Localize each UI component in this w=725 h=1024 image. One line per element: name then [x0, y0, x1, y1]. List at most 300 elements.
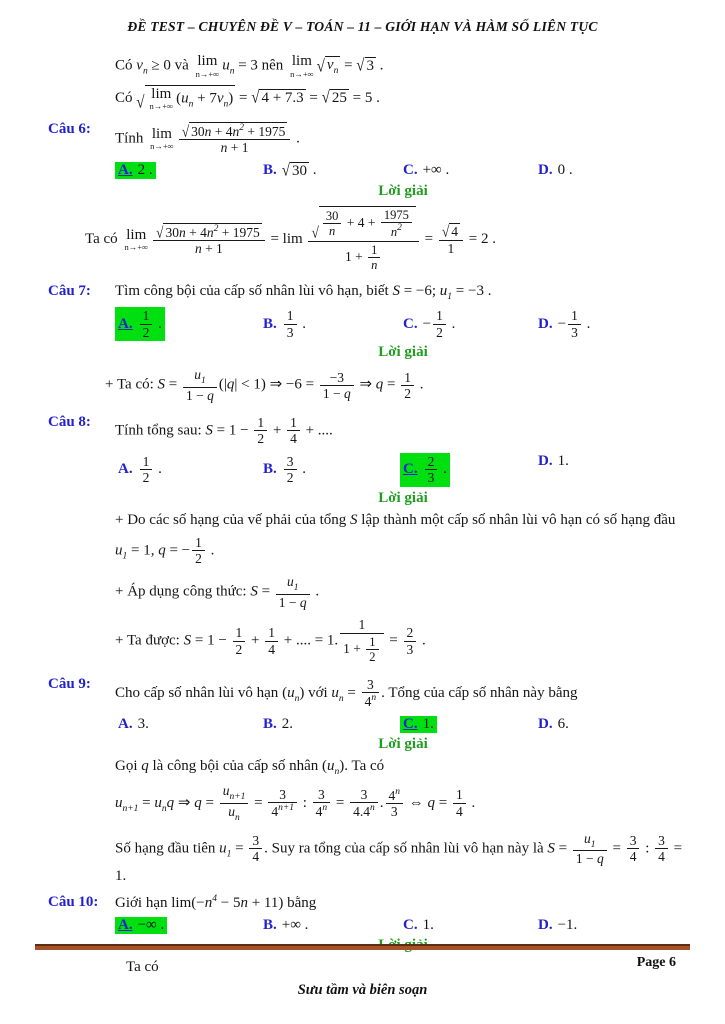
answer-option-correct — [400, 453, 535, 487]
numerator — [573, 831, 607, 852]
math-superscript: 2 — [213, 223, 219, 234]
math-variable: u — [115, 794, 123, 811]
radicand — [325, 56, 340, 76]
math-text: 3 — [286, 453, 294, 469]
math-text: ⇒ — [174, 794, 195, 811]
radicand — [365, 57, 377, 75]
math-text: 2 — [406, 625, 414, 641]
math-text: 30 — [191, 123, 205, 139]
intro-solution-lines — [48, 53, 691, 112]
math-line — [115, 782, 691, 825]
solution-heading: Lời giải — [378, 489, 428, 506]
math-subscript: 1 — [447, 292, 453, 303]
fraction — [313, 787, 331, 820]
math-text: Gọi — [115, 757, 142, 774]
fraction — [350, 787, 378, 820]
math-subscript: n+1 — [122, 803, 139, 814]
radical-sign: √ — [356, 56, 365, 76]
math-text: 4 — [388, 787, 396, 803]
math-variable: S — [250, 583, 258, 600]
math-text: = 3 nên — [234, 57, 288, 74]
math-variable: q — [226, 377, 235, 394]
option-value — [282, 453, 307, 486]
math-text: 2 — [235, 641, 243, 657]
fraction — [323, 209, 342, 239]
question-text — [115, 119, 691, 157]
fraction — [287, 415, 300, 447]
option-letter: D. — [538, 452, 553, 469]
answer-option — [260, 716, 400, 733]
denominator — [433, 325, 446, 341]
math-text: 4 — [629, 849, 637, 865]
denominator — [340, 634, 383, 666]
math-superscript: 2 — [239, 122, 244, 133]
math-text: 25 — [331, 90, 347, 107]
math-variable: S — [392, 283, 400, 300]
denominator — [220, 804, 249, 824]
option-letter: C. — [403, 916, 418, 933]
answer-option — [260, 307, 400, 341]
math-text: 30 — [165, 224, 179, 240]
math-text: 3 — [658, 832, 665, 848]
denominator — [386, 804, 404, 820]
math-text: = — [235, 89, 252, 106]
answer-option-correct — [115, 307, 260, 341]
math-text: = 1. — [115, 840, 683, 884]
numerator — [183, 367, 217, 388]
math-subscript: n — [188, 99, 194, 110]
denominator — [381, 223, 412, 239]
math-text: 30 — [325, 208, 339, 223]
math-text: 1 — [257, 414, 265, 430]
math-text: Số hạng đầu tiên — [115, 840, 220, 857]
math-text: 4 — [364, 694, 372, 710]
math-variable: n — [204, 123, 212, 139]
answer-option-content — [535, 716, 572, 733]
math-text: 4 — [290, 431, 297, 447]
math-text: −∞ . — [137, 916, 165, 933]
square-root — [136, 85, 235, 112]
fraction — [268, 787, 297, 820]
answer-option-content — [260, 162, 320, 180]
answer-option — [115, 453, 260, 487]
math-variable: n — [194, 241, 202, 257]
math-text: = — [383, 377, 400, 394]
numerator — [425, 454, 438, 471]
option-letter: A. — [118, 315, 133, 332]
numerator — [381, 208, 412, 223]
math-text: 2 — [436, 324, 443, 340]
answer-option-correct — [115, 162, 260, 179]
math-text: +∞ . — [422, 161, 450, 178]
math-text: . — [298, 315, 307, 332]
fraction — [265, 625, 278, 657]
option-value — [282, 162, 317, 178]
math-subscript: n — [229, 66, 235, 77]
fraction — [284, 308, 297, 340]
math-text: + 7 — [193, 90, 217, 107]
math-text: = 1 − — [191, 632, 231, 649]
option-letter: C. — [403, 161, 418, 178]
math-variable: u — [327, 757, 335, 774]
option-letter: C. — [403, 461, 418, 478]
option-letter: C. — [403, 315, 418, 332]
option-letter: D. — [538, 916, 553, 933]
math-text: 1 + — [343, 640, 365, 656]
numerator — [284, 308, 297, 325]
denominator — [320, 386, 354, 402]
math-text: 4 — [315, 804, 323, 820]
math-text: = — [257, 583, 274, 600]
answer-option — [535, 917, 685, 934]
numerator — [340, 617, 383, 634]
math-subscript: n — [333, 65, 339, 76]
radical-sign: √ — [281, 161, 290, 180]
denominator — [350, 803, 378, 820]
math-variable: n — [220, 140, 228, 156]
math-variable: u — [584, 830, 591, 846]
math-text: 2 — [142, 324, 150, 340]
math-text: − 5 — [216, 894, 241, 911]
option-letter: B. — [263, 461, 277, 478]
footer-divider — [35, 944, 690, 950]
math-line — [115, 616, 691, 666]
question-block — [48, 119, 691, 275]
numerator — [308, 206, 418, 242]
math-subscript: n+1 — [229, 791, 246, 802]
math-text: ( — [176, 90, 182, 107]
denominator — [573, 851, 607, 867]
math-subscript: 1 — [122, 551, 128, 562]
math-text: 4 — [658, 849, 665, 865]
math-text: 3 — [286, 324, 294, 340]
numerator — [655, 833, 668, 850]
fraction — [366, 635, 378, 665]
numerator — [313, 787, 331, 804]
denominator — [276, 595, 310, 611]
answer-option-content — [535, 453, 572, 470]
math-text: 3 — [406, 641, 414, 657]
option-value — [423, 716, 434, 732]
solution-lines — [48, 205, 691, 275]
answer-option-content — [535, 307, 593, 341]
numerator — [284, 454, 297, 471]
solution-lines — [48, 758, 691, 885]
numerator — [368, 243, 380, 258]
denominator — [366, 650, 378, 664]
option-letter: D. — [538, 315, 553, 332]
math-variable: q — [343, 386, 351, 402]
math-text: = — [138, 794, 155, 811]
radicand — [189, 122, 287, 140]
option-value — [282, 716, 293, 732]
math-text: với — [304, 684, 332, 701]
math-variable: n — [206, 224, 214, 240]
radicand — [449, 223, 460, 240]
math-text: 1 — [404, 369, 412, 385]
numerator — [439, 223, 463, 241]
math-text: 2 — [142, 470, 150, 486]
math-text: 1 — [268, 625, 275, 641]
question-number: Câu 7: — [48, 283, 91, 300]
math-text: 3 — [571, 324, 578, 340]
question-number: Câu 9: — [48, 675, 91, 692]
answer-options-row — [115, 162, 691, 180]
math-text: . — [154, 315, 162, 332]
math-text: = — [201, 794, 218, 811]
denominator — [401, 386, 414, 402]
limit-subscript: n→+∞ — [124, 242, 149, 253]
option-value — [558, 453, 569, 469]
answer-option-content — [400, 453, 450, 487]
math-text: . — [154, 461, 162, 478]
question-text — [115, 412, 691, 448]
math-variable: u — [287, 684, 295, 701]
math-text: 1 − — [278, 594, 300, 610]
math-text: : — [299, 794, 311, 811]
option-value — [282, 308, 307, 340]
math-superscript: 2 — [397, 223, 402, 234]
math-variable: v — [216, 90, 224, 107]
math-text: = lim — [266, 231, 307, 248]
radicand — [330, 89, 349, 107]
denominator — [140, 470, 153, 486]
math-text: . — [206, 542, 215, 559]
fraction — [308, 206, 418, 274]
math-text: = −3 . — [452, 283, 492, 300]
answer-option-content — [400, 716, 437, 733]
math-text: Có — [115, 89, 137, 106]
math-superscript: n — [322, 803, 328, 814]
square-root — [282, 162, 309, 180]
math-text: ≥ 0 và — [147, 57, 193, 74]
math-text: 4.4 — [353, 804, 371, 820]
option-value — [423, 453, 447, 486]
math-text: ) — [228, 90, 234, 107]
math-text: 3 — [390, 804, 398, 820]
math-text: +∞ . — [281, 916, 309, 933]
math-text: 1. — [557, 452, 569, 469]
denominator — [453, 804, 466, 820]
fraction — [220, 783, 249, 824]
option-value — [282, 917, 309, 933]
radicand — [163, 223, 261, 241]
answer-option-content — [535, 162, 576, 179]
math-text: 3 — [366, 57, 375, 74]
math-variable: v — [326, 56, 334, 73]
fraction — [425, 454, 438, 486]
math-text: 3 — [360, 786, 368, 802]
option-value — [557, 308, 591, 340]
numerator — [433, 308, 446, 325]
radicand — [259, 89, 305, 107]
answer-option-correct — [400, 716, 535, 733]
square-root — [311, 206, 415, 241]
answer-option-content — [260, 307, 309, 341]
math-text: 4 — [451, 224, 458, 240]
math-text: = — [332, 794, 349, 811]
math-text: + — [269, 422, 286, 439]
fraction — [368, 243, 380, 273]
math-text: . — [582, 315, 591, 332]
math-text: = — [554, 840, 571, 857]
math-text: Ta có — [126, 958, 159, 975]
denominator — [284, 325, 297, 341]
fraction — [568, 308, 581, 340]
math-variable: u — [194, 367, 201, 383]
option-value — [558, 917, 578, 933]
math-text: 4 — [271, 804, 279, 820]
math-text: Tính — [115, 130, 148, 147]
math-line — [105, 366, 691, 404]
math-text: ). Ta có — [339, 757, 385, 774]
square-root — [156, 223, 262, 241]
answer-option-content — [400, 162, 452, 179]
denominator — [249, 849, 262, 865]
math-variable: S — [350, 511, 358, 528]
numerator — [323, 209, 342, 224]
math-variable: u — [115, 542, 123, 559]
answer-option — [535, 307, 685, 341]
math-line — [115, 53, 691, 79]
math-text: 2 — [286, 470, 294, 486]
math-text: 1 — [436, 308, 443, 324]
question-block — [48, 281, 691, 404]
math-variable: n — [178, 224, 186, 240]
limit-word: lim — [291, 53, 312, 69]
solution-heading: Lời giải — [378, 735, 428, 752]
fraction — [386, 787, 404, 820]
answer-option-content — [115, 716, 152, 733]
numerator — [287, 415, 300, 432]
limit-operator — [290, 53, 314, 79]
limit-subscript: n→+∞ — [150, 141, 174, 152]
fraction — [627, 833, 640, 865]
option-value — [138, 917, 165, 933]
math-variable: S — [157, 377, 166, 394]
question-row — [48, 119, 691, 157]
option-value — [138, 716, 149, 732]
question-number: Câu 8: — [48, 413, 91, 430]
answer-option-content — [115, 917, 167, 934]
document-content — [0, 35, 725, 976]
denominator — [568, 325, 581, 341]
math-text: 1 — [142, 308, 150, 324]
math-text: = — [231, 840, 248, 857]
option-letter: D. — [538, 715, 553, 732]
square-root — [356, 57, 376, 75]
denominator — [153, 241, 265, 257]
math-text: = — [305, 89, 322, 106]
fraction — [381, 208, 412, 240]
math-text: 1 — [235, 625, 243, 641]
math-variable: q — [596, 851, 604, 867]
math-text: ⇔ — [405, 794, 428, 811]
math-text: 30 — [292, 162, 307, 179]
answer-option — [260, 917, 400, 934]
math-text: −1. — [557, 916, 578, 933]
math-variable: q — [141, 757, 149, 774]
radical-sign: √ — [316, 57, 325, 77]
math-variable: u — [439, 283, 448, 300]
radical-sign: √ — [311, 223, 319, 242]
question-block — [48, 674, 691, 885]
math-variable: n — [371, 257, 378, 272]
option-letter: A. — [118, 461, 133, 478]
denominator — [183, 388, 217, 404]
math-text: . — [447, 315, 456, 332]
answer-option — [535, 716, 685, 733]
math-text: . — [298, 461, 307, 478]
math-text: bằng — [283, 894, 317, 911]
fraction — [153, 223, 265, 257]
radical-sign: √ — [181, 122, 190, 140]
option-value — [423, 917, 434, 933]
radical-sign: √ — [251, 88, 260, 108]
math-text: + 1975 — [244, 123, 286, 139]
questions-container — [48, 119, 691, 976]
fraction — [401, 370, 414, 402]
denominator — [287, 431, 300, 447]
fraction — [340, 617, 383, 665]
option-letter: D. — [538, 161, 553, 178]
denominator — [313, 803, 331, 820]
denominator — [308, 242, 418, 274]
math-line — [115, 85, 691, 112]
question-row — [48, 892, 691, 912]
page-title: ĐỀ TEST – CHUYÊN ĐỀ V – TOÁN – 11 – GIỚI HẠN VÀ HÀM SỐ LIÊN TỤC — [127, 19, 598, 34]
denominator — [425, 470, 438, 486]
answer-option — [260, 453, 400, 487]
numerator — [233, 625, 246, 642]
denominator — [254, 431, 267, 447]
math-text: 2 — [427, 453, 435, 469]
numerator — [140, 308, 153, 325]
answer-option — [115, 716, 260, 733]
numerator — [401, 370, 414, 387]
math-variable: q — [158, 542, 166, 559]
answer-option-content — [400, 307, 458, 341]
answer-option-content — [115, 453, 165, 487]
fraction — [183, 367, 217, 403]
question-text — [115, 892, 691, 912]
numerator — [366, 635, 378, 650]
math-text: = 1 − — [212, 422, 253, 439]
radical-sign: √ — [156, 223, 164, 241]
answer-option-content — [260, 453, 309, 487]
math-text: + Ta được: — [115, 632, 184, 649]
math-text: | < 1) ⇒ −6 = — [234, 377, 318, 394]
math-text: = 5 . — [348, 89, 380, 106]
math-variable: S — [205, 422, 213, 439]
radicand — [290, 162, 309, 180]
math-variable: q — [194, 794, 202, 811]
limit-operator — [196, 53, 220, 79]
math-variable: u — [154, 794, 162, 811]
option-letter: B. — [263, 715, 277, 732]
fraction — [573, 831, 607, 867]
math-text: 1 — [455, 787, 463, 803]
numerator — [179, 122, 291, 141]
math-text: . — [311, 583, 320, 600]
math-text: + Ta có: — [105, 377, 158, 394]
math-text: ) — [299, 684, 305, 701]
question-row — [48, 412, 691, 448]
answer-option — [400, 917, 535, 934]
fraction — [439, 223, 463, 257]
math-variable: q — [375, 377, 384, 394]
math-text: −3 — [329, 369, 344, 385]
